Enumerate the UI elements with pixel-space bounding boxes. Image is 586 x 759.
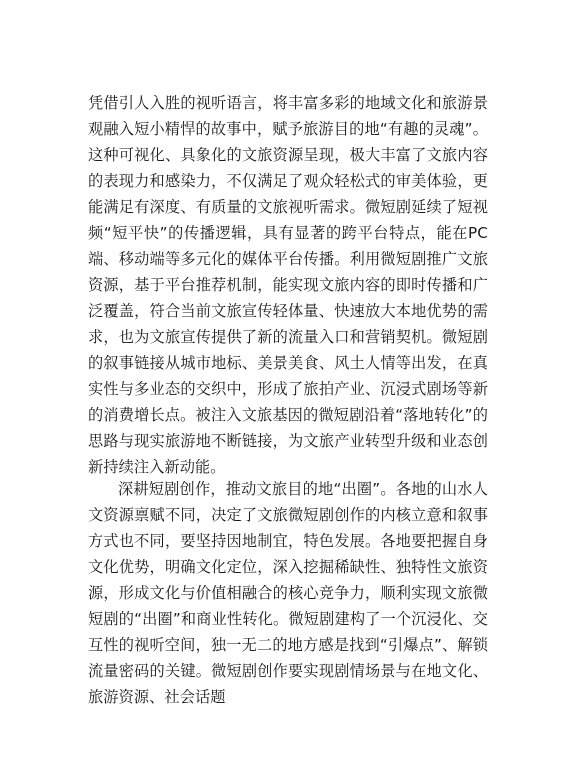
body-paragraph-1: 凭借引人入胜的视听语言，将丰富多彩的地域文化和旅游景观融入短小精悍的故事中，赋予旅游目的地“有趣的灵魂”。这种可视化、具象化的文旅资源呈现，极大丰富了文旅内容的表现力和感染力，不仅满足了观众轻松式的审美体验，更能满足有深度、有质量的文旅视听需求。微短剧延续了短视频“短平快”的传播逻辑，具有显著的跨平台特点，能在PC端、移动端等多元化的媒体平台传播。利用微短剧推广文旅资源，基于平台推荐机制，能实现文旅内容的即时传播和广泛覆盖，符合当前文旅宣传轻体量、快速放大本地优势的需求，也为文旅宣传提供了新的流量入口和营销契机。微短剧的叙事链接从城市地标、美景美食、风土人情等出发，在真实性与多业态的交织中，形成了旅拍产业、沉浸式剧场等新的消费增长点。被注入文旅基因的微短剧沿着“落地转化”的思路与现实旅游地不断链接，为文旅产业转型升级和业态创新持续注入新动能。: [88, 94, 488, 477]
body-paragraph-2: 深耕短剧创作，推动文旅目的地“出圈”。各地的山水人文资源禀赋不同，决定了文旅微短剧创作的内核立意和叙事方式也不同，要坚持因地制宜，特色发展。各地要把握自身文化优势，明确文化定位，深入挖掘稀缺性、独特性文旅资源，形成文化与价值相融合的核心竞争力，顺利实现文旅微短剧的“出圈”和商业性转化。微短剧建构了一个沉浸化、交互性的视听空间，独一无二的地方感是找到“引爆点”、解锁流量密码的关键。微短剧创作要实现剧情场景与在地文化、旅游资源、社会话题: [88, 480, 488, 707]
